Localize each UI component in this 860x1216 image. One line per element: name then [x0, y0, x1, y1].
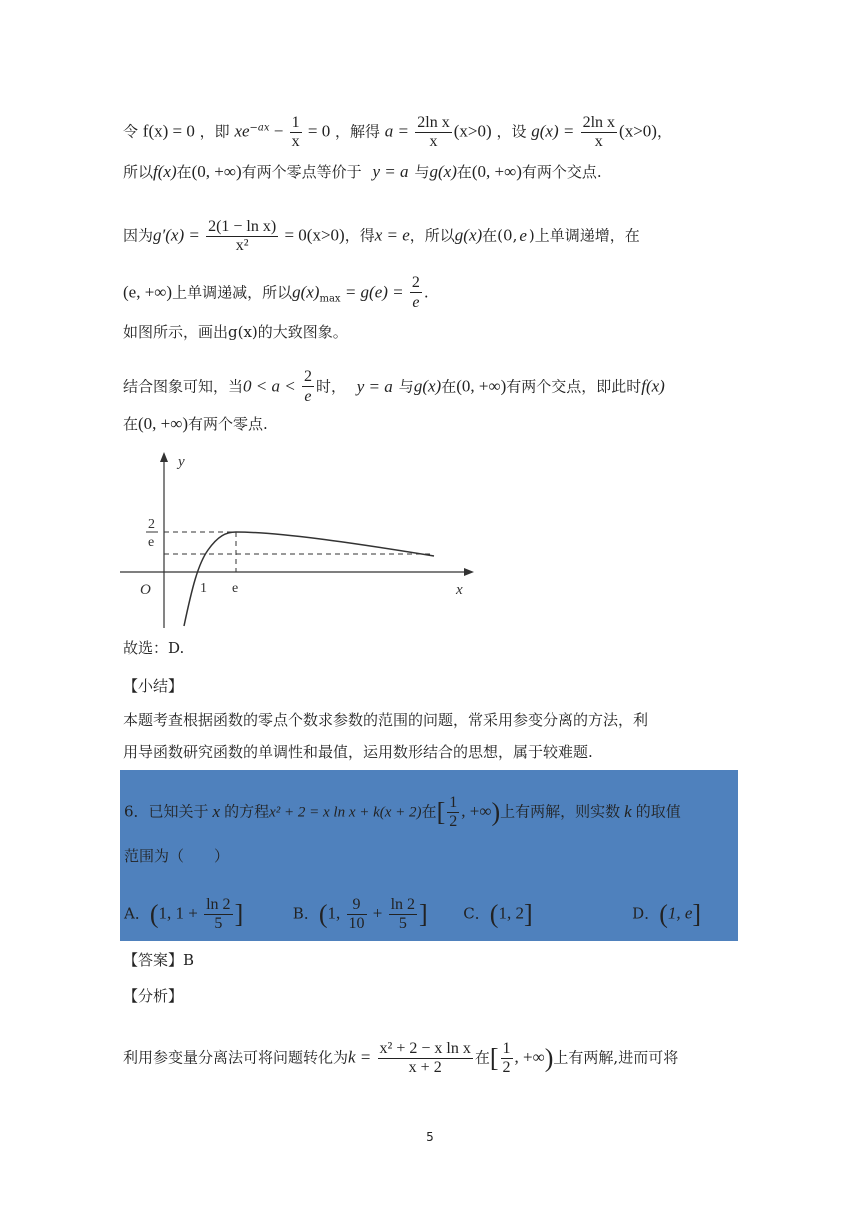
text: 有两个零点. [188, 415, 268, 433]
option-a-label: A． [124, 904, 150, 923]
y-axis-arrow [160, 452, 168, 462]
math: (x>0) [453, 121, 492, 141]
option-d-value: 1, e [667, 903, 693, 923]
fraction [415, 114, 451, 151]
math: g(x) [429, 162, 457, 181]
option-b-label: B． [292, 904, 319, 923]
answer-line: 故选：D. [123, 639, 185, 657]
option-c-value: 1, 2 [498, 903, 524, 923]
math: x [212, 801, 221, 821]
text: ，得 [344, 226, 375, 245]
math: x² + 2 = x ln x + k(x + 2) [269, 804, 422, 821]
text: 上有两解，则实数 [500, 802, 621, 821]
math: y = a [372, 162, 409, 181]
text: 在 [123, 415, 139, 433]
y-tick-den: e [148, 535, 155, 550]
text: 在 [421, 802, 437, 821]
paren-left: ( [659, 899, 668, 929]
text: 时， [315, 377, 346, 396]
text: . [423, 283, 429, 302]
math: x = e [374, 225, 410, 245]
math: = 0 [303, 121, 331, 141]
math: (0, +∞) [191, 162, 242, 181]
math: g(x) [292, 282, 320, 302]
paren-left: ( [489, 899, 499, 929]
subscript: max [319, 293, 341, 305]
fraction [501, 1040, 513, 1077]
numerator: 2ln x [582, 114, 616, 131]
bracket-left: [ [489, 1043, 499, 1073]
text: 的方程 [224, 802, 270, 821]
math: g(x) [454, 225, 483, 245]
text: ，即 [199, 122, 230, 141]
origin-label: O [140, 582, 151, 598]
text: 利用参变量分离法可将问题转化为 [123, 1048, 349, 1067]
analysis-line [123, 1040, 678, 1077]
text: 上有两解,进而可将 [553, 1048, 679, 1067]
math: e [519, 225, 527, 245]
text: 有两个零点等价于 [241, 163, 362, 181]
math: k = [348, 1047, 376, 1067]
text: 与 [414, 163, 430, 181]
question-6-highlight [120, 770, 738, 941]
math: k [624, 801, 632, 821]
text: 令 [123, 122, 139, 141]
paren-left: ( [318, 899, 328, 929]
summary-line-1: 本题考查根据函数的零点个数求参数的范围的问题，常采用参变分离的方法，利 [123, 711, 649, 729]
math: (0, +∞) [471, 162, 522, 181]
numerator: ln 2 [390, 896, 416, 913]
denominator: e [412, 294, 420, 311]
math: g(x) = [531, 121, 579, 141]
math: − [269, 121, 288, 141]
math: 1, [327, 903, 345, 923]
fraction [347, 896, 367, 933]
line-5: 如图所示，画出g(x)的大致图象。 [123, 323, 348, 341]
math: y = a [356, 376, 393, 396]
text: 在 [441, 377, 457, 396]
numerator: 9 [347, 896, 367, 915]
math: (0, +∞) [456, 376, 507, 396]
paren-right: ) [491, 797, 501, 827]
text: 6．已知关于 [124, 802, 209, 821]
denominator: 10 [348, 915, 365, 932]
text: 在(0, [482, 226, 518, 245]
denominator: 2 [449, 813, 458, 830]
math: g(x) [413, 376, 442, 396]
y-tick-num: 2 [148, 517, 155, 532]
line-7 [123, 414, 268, 434]
text: 在 [474, 1048, 490, 1067]
math: (e, +∞) [123, 282, 173, 302]
summary-line-2: 用导函数研究函数的单调性和最值，运用数形结合的思想，属于较难题. [123, 743, 593, 761]
denominator: 5 [398, 915, 407, 932]
numerator: 1 [449, 794, 458, 811]
fraction [447, 794, 459, 831]
text: 有两个交点. [521, 163, 602, 181]
text: 与 [398, 377, 414, 396]
line-6 [123, 368, 665, 407]
math: f(x) [641, 376, 665, 396]
fraction [581, 114, 617, 151]
text: ，设 [496, 122, 527, 141]
line-3 [123, 218, 640, 255]
x-axis-arrow [464, 568, 474, 576]
paren-left: ( [149, 899, 159, 929]
text: 的取值 [635, 802, 681, 821]
math: (x>0) [619, 121, 657, 141]
denominator: x [594, 133, 603, 150]
math: a = [384, 121, 414, 141]
fraction [389, 896, 417, 933]
option-c-label: C． [463, 904, 490, 923]
bracket-right: ] [234, 899, 244, 929]
bracket-right: ] [523, 899, 533, 929]
text: 所以 [123, 163, 154, 181]
analysis-heading: 【分析】 [123, 987, 184, 1005]
numerator: x² + 2 − x ln x [379, 1040, 471, 1057]
text: ，解得 [335, 122, 381, 141]
fraction [290, 114, 302, 151]
math: xe [234, 121, 250, 141]
text: ，所以 [409, 226, 455, 245]
denominator: x [429, 133, 438, 150]
numerator: 1 [291, 114, 300, 131]
denominator: e [304, 388, 312, 405]
text: 上单调递减，所以 [172, 283, 293, 302]
bracket-left: [ [436, 797, 446, 827]
numerator: 2ln x [417, 114, 450, 131]
bracket-right: ] [419, 899, 428, 929]
math: , +∞ [461, 801, 492, 821]
paren-right: ) [544, 1043, 554, 1073]
x-tick-e: e [232, 581, 239, 596]
option-d-label: D． [632, 904, 660, 923]
fraction [204, 896, 232, 933]
math: f(x) = 0 [142, 121, 195, 141]
text: 在 [456, 163, 472, 181]
text: 结合图象可知，当 [123, 377, 244, 396]
numerator: 2 [411, 274, 420, 291]
math: + [368, 903, 387, 923]
math: = g(e) = [340, 282, 408, 302]
x-axis-label: x [456, 582, 463, 598]
text: )上单调递增，在 [528, 226, 640, 245]
x-tick-1: 1 [200, 581, 207, 596]
q6-line-1 [124, 794, 681, 831]
math: f(x) [153, 162, 177, 181]
numerator: 2(1 − ln x) [208, 218, 277, 235]
math: −ax [249, 122, 270, 134]
q6-line-2: 范围为（ ） [124, 847, 230, 865]
fraction [302, 368, 314, 407]
bracket-right: ] [692, 899, 702, 929]
math: 1, 1 + [158, 903, 203, 923]
math: 0 < a < [243, 376, 300, 396]
denominator: 2 [502, 1059, 511, 1076]
function-graph [118, 448, 478, 630]
math: , +∞ [514, 1047, 545, 1067]
denominator: x² [235, 237, 249, 254]
page-number: 5 [426, 1130, 434, 1144]
fraction [206, 218, 278, 255]
fraction [378, 1040, 473, 1077]
q6-options [124, 896, 724, 933]
fraction [410, 274, 422, 313]
numerator: 1 [502, 1040, 511, 1057]
denominator: x + 2 [408, 1059, 442, 1076]
summary-heading: 【小结】 [123, 677, 184, 695]
text: 在 [176, 163, 192, 181]
g-curve [184, 532, 434, 626]
math: = 0(x>0) [280, 225, 345, 245]
denominator: x [291, 133, 300, 150]
denominator: 5 [214, 915, 223, 932]
text: 因为 [123, 226, 154, 245]
line-1 [123, 114, 672, 151]
numerator: ln 2 [206, 896, 231, 913]
line-2 [123, 162, 602, 182]
text: 有两个交点，即此时 [506, 377, 642, 396]
numerator: 2 [303, 368, 312, 385]
answer-heading: 【答案】B [123, 951, 195, 969]
text: ， [656, 122, 672, 141]
math: (0, +∞) [138, 414, 189, 433]
line-4 [123, 274, 429, 313]
y-axis-label: y [178, 454, 185, 470]
math: g′(x) = [153, 225, 205, 245]
